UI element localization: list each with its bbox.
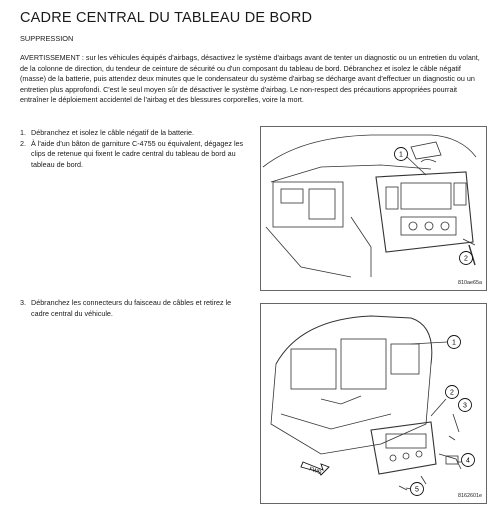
- callout-3: 3: [463, 402, 467, 410]
- dashboard-illustration-2: [261, 304, 486, 503]
- step-text: Débranchez et isolez le câble négatif de la batterie.: [31, 128, 195, 137]
- callout-2: 2: [450, 389, 454, 397]
- step-number: 1.: [20, 128, 26, 137]
- step-number: 3.: [20, 298, 26, 307]
- callout-1: 1: [452, 339, 456, 347]
- callout-4: 4: [466, 457, 470, 465]
- fwd-label: FWD: [308, 466, 323, 477]
- dashboard-illustration-1: [261, 127, 486, 290]
- figure-code: 8162601e: [458, 493, 482, 499]
- callout-5: 5: [415, 486, 419, 494]
- figure-dashboard-bezel-release: [260, 126, 487, 291]
- page-title: CADRE CENTRAL DU TABLEAU DE BORD: [20, 10, 313, 26]
- warning-paragraph: AVERTISSEMENT : sur les véhicules équipés d'airbags, désactivez le système d'airbags avant de tenter un diagnostic ou un entretien du volant, de la colonne de direction, du tendeur de ceinture de sécurité ou d'un composant du tableau de bord. Débranchez et isolez le câble négatif (masse) de la batterie, puis attendez deux minutes que le condensateur du système d'airbag se décharge avant d'effectuer un diagnostic ou un entretien plus approfondi. C'est le seul moyen sûr de désactiver le système d'airbag. Le non-respect des précautions appropriées pourrait entraîner le déploiement accidentel de l'airbag et des blessures corporelles, voire la mort.: [20, 53, 480, 105]
- figure-code: 810ae65a: [458, 280, 482, 286]
- step-text: À l'aide d'un bâton de garniture C-4755 ou équivalent, dégagez les clips de retenue qui fixent le cadre central du tableau de bord au tableau de bord.: [31, 138, 244, 169]
- steps-list-2: [20, 298, 250, 319]
- steps-list-1: [20, 128, 250, 170]
- step-item: [20, 298, 250, 319]
- step-item: [20, 139, 250, 171]
- step-text: Débranchez les connecteurs du faisceau de câbles et retirez le cadre central du véhicule.: [31, 298, 232, 318]
- step-number: 2.: [20, 138, 26, 148]
- step-item: [20, 128, 250, 139]
- callout-1: 1: [399, 151, 403, 159]
- forward-arrow-icon: [301, 462, 329, 476]
- callout-2: 2: [464, 255, 468, 263]
- figure-bezel-removal: [260, 303, 487, 504]
- section-subtitle: SUPPRESSION: [20, 34, 74, 43]
